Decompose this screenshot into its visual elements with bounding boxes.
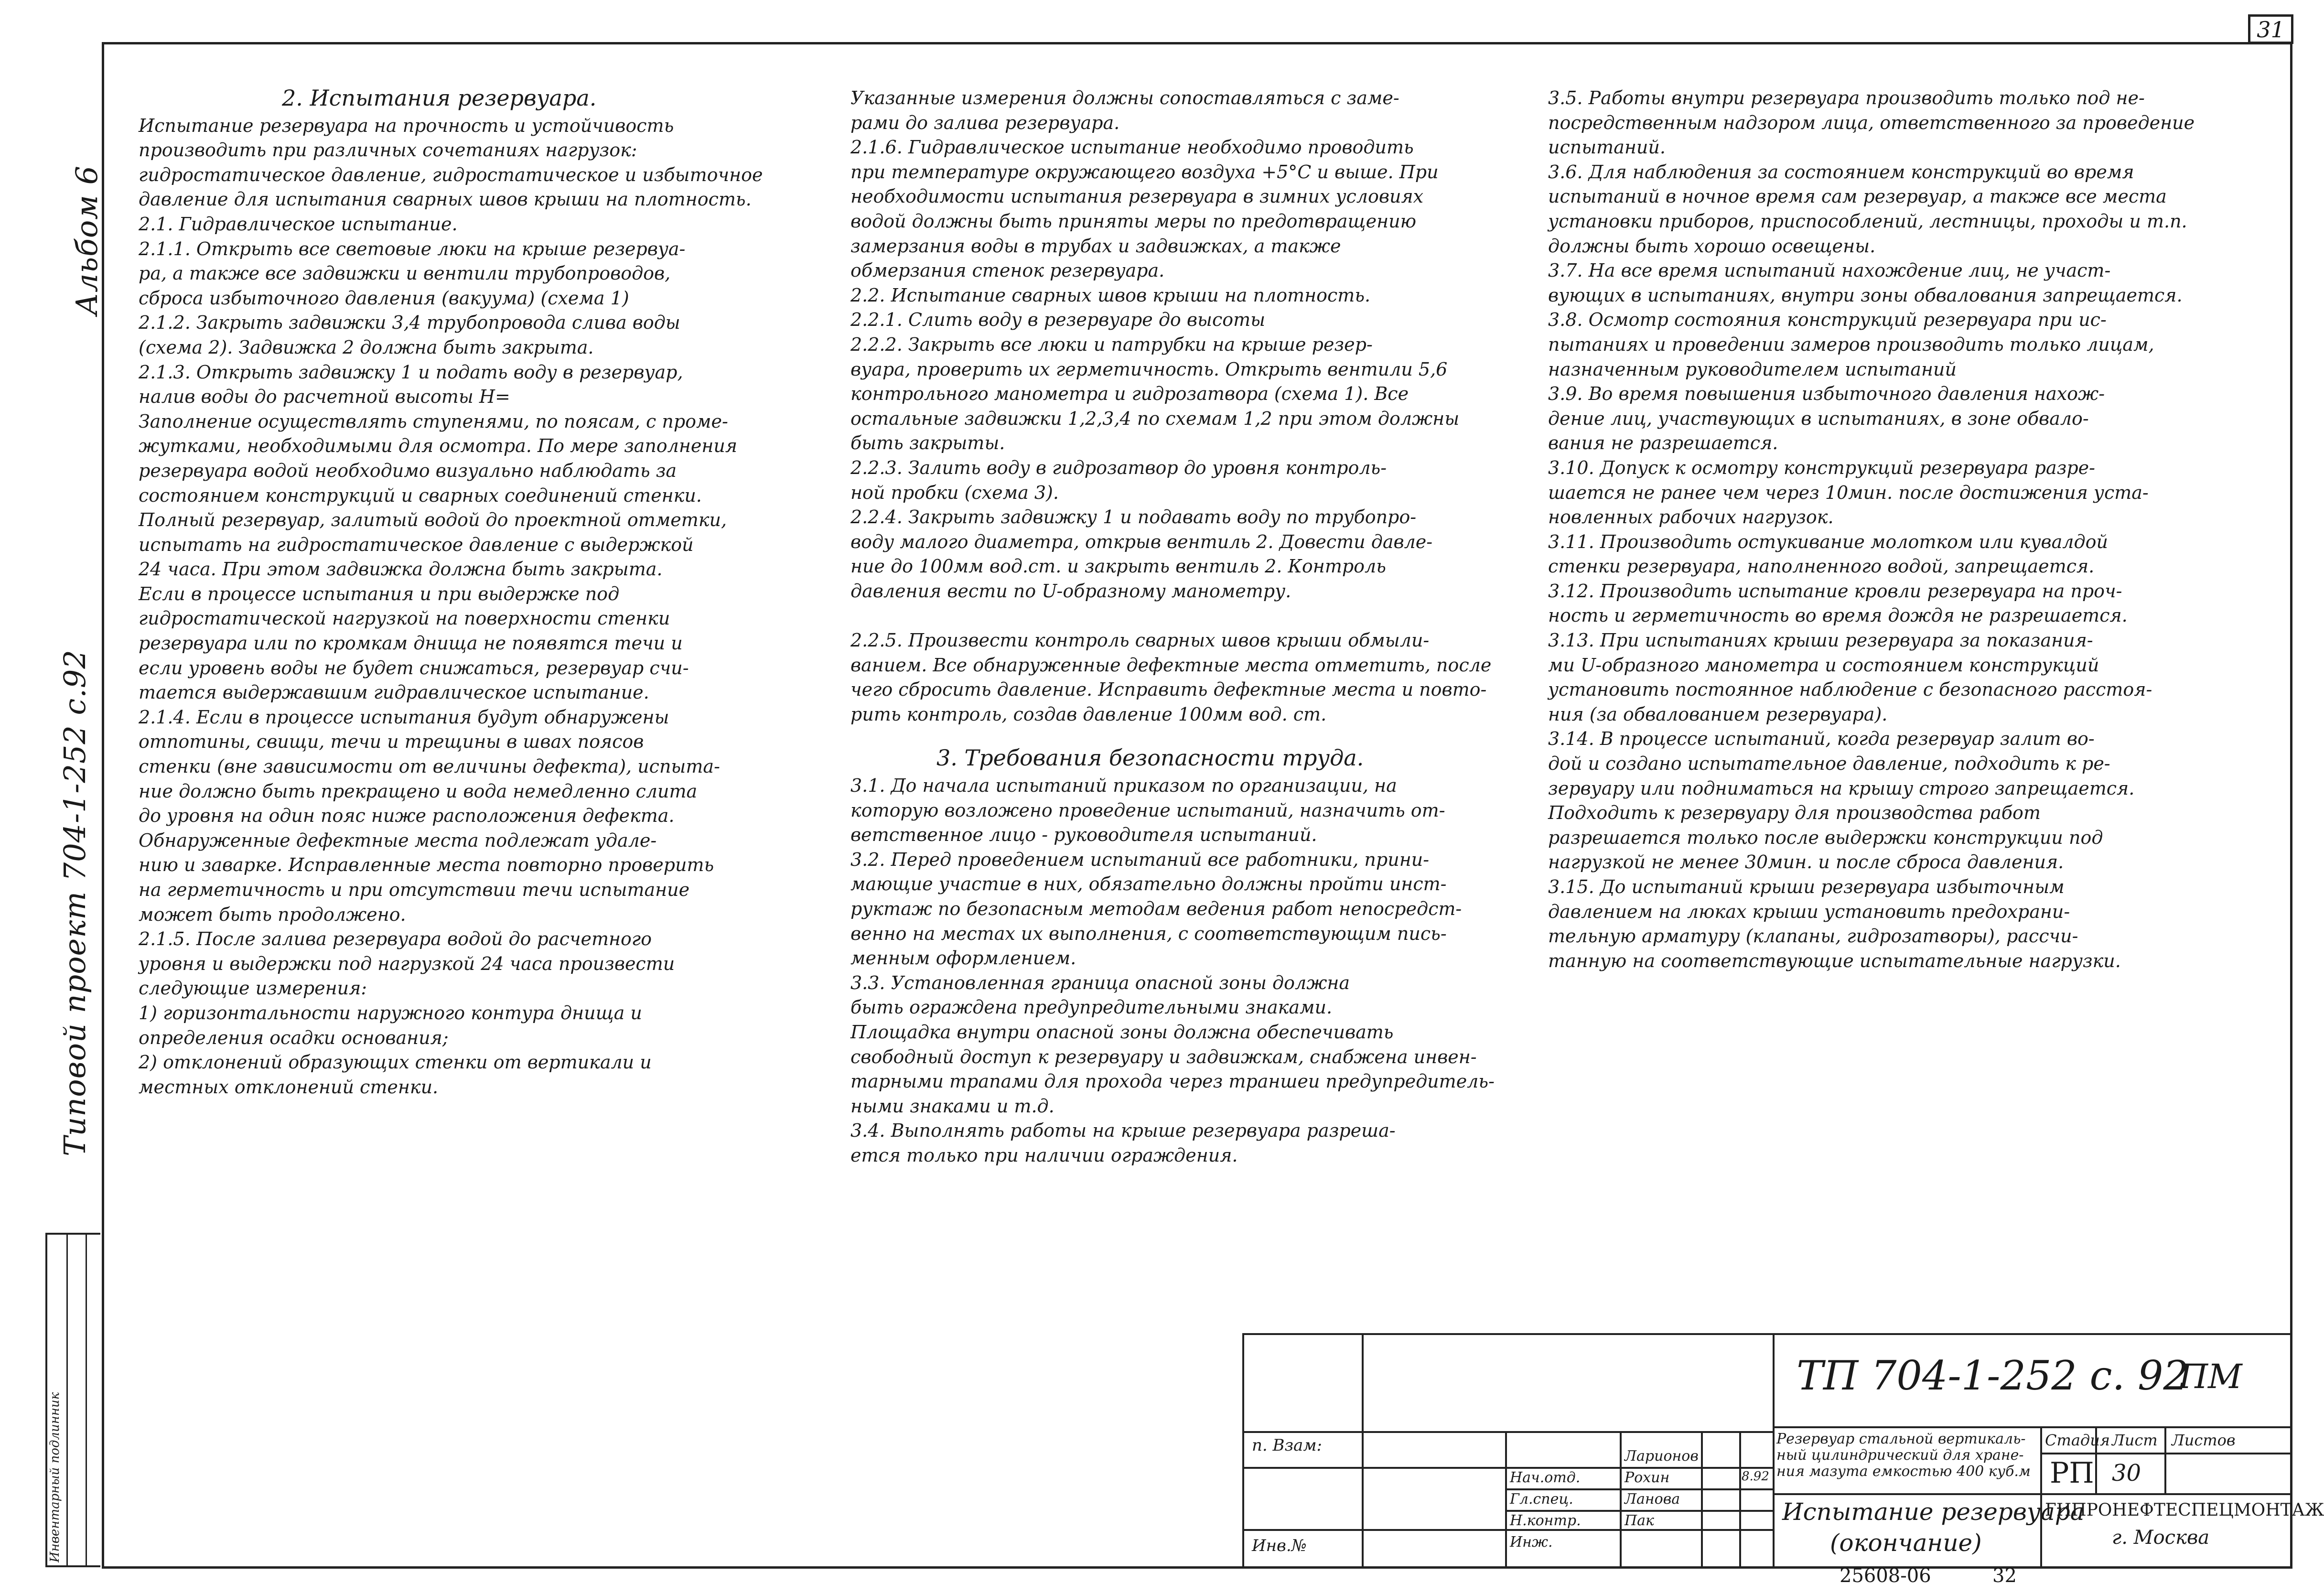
text-line: состоянием конструкций и сварных соединений стенки. (139, 485, 702, 506)
organization-name: ГИПРОНЕФТЕСПЕЦМОНТАЖ (2045, 1500, 2324, 1520)
text-line: определения осадки основания; (139, 1027, 449, 1048)
text-line: тельную арматуру (клапаны, гидрозатворы), рассчи- (1548, 926, 2078, 947)
text-line: свободный доступ к резервуару и задвижкам, снабжена инвен- (850, 1046, 1477, 1067)
text-line: быть ограждена предупредительными знаками. (850, 997, 1333, 1018)
text-line: давлением на люках крыши установить предохрани- (1548, 901, 2070, 922)
text-line: рить контроль, создав давление 100мм вод. ст. (850, 703, 1327, 725)
text-line: при температуре окружающего воздуха +5°С и выше. При (850, 161, 1439, 183)
replaces-label: п. Взам: (1252, 1436, 1322, 1455)
text-line: 2.2. Испытание сварных швов крыши на плотность. (850, 284, 1371, 306)
text-line: 2.2.2. Закрыть все люки и патрубки на крыше резер- (850, 334, 1373, 355)
text-line: 3.7. На все время испытаний нахождение лиц, не участ- (1548, 260, 2111, 281)
text-line: ра, а также все задвижки и вентили трубопроводов, (139, 263, 671, 284)
role-1: Нач.отд. (1510, 1469, 1581, 1486)
text-line: следующие измерения: (139, 978, 367, 999)
text-line: сброса избыточного давления (вакуума) (схема 1) (139, 287, 629, 309)
text-line: гидростатическое давление, гидростатическое и избыточное (139, 164, 763, 185)
text-line: шается не ранее чем через 10мин. после достижения уста- (1548, 482, 2149, 503)
text-line: Площадка внутри опасной зоны должна обеспечивать (850, 1021, 1394, 1043)
text-line: установить постоянное наблюдение с безопасного расстоя- (1548, 679, 2152, 700)
text-line: уровня и выдержки под нагрузкой 24 часа произвести (139, 953, 675, 974)
text-line: налив воды до расчетной высоты Н= (139, 386, 510, 408)
text-line: замерзания воды в трубах и задвижках, а также (850, 235, 1341, 257)
section-3-heading: 3. Требования безопасности труда. (936, 745, 1364, 771)
text-line: 2.1.2. Закрыть задвижки 3,4 трубопровода слива воды (139, 312, 680, 334)
text-line: 2.1.4. Если в процессе испытания будут обнаружены (139, 706, 669, 728)
text-line: воду малого диаметра, открыв вентиль 2. Довести давле- (850, 531, 1433, 552)
text-line: нию и заварке. Исправленные места повторно проверить (139, 854, 714, 876)
text-line: ния (за обвалованием резервуара). (1548, 703, 1888, 725)
text-line: 3.14. В процессе испытаний, когда резервуар залит во- (1548, 728, 2095, 750)
text-line: контрольного манометра и гидрозатвора (схема 1). Все (850, 383, 1409, 405)
text-line: ние должно быть прекращено и вода немедленно слита (139, 780, 698, 802)
text-line: танную на соответствующие испытательные нагрузки. (1548, 950, 2121, 971)
corner-sheet-number: 31 (2257, 17, 2285, 43)
section-2-heading: 2. Испытания резервуара. (282, 85, 597, 111)
text-line: Обнаруженные дефектные места подлежат удале- (139, 829, 657, 851)
text-line: водой должны быть приняты меры по предотвращению (850, 210, 1417, 232)
text-line: 3.4. Выполнять работы на крыше резервуара разреша- (850, 1120, 1396, 1142)
column-3 (1548, 86, 2255, 973)
text-line: давления вести по U-образному манометру. (850, 580, 1291, 602)
text-line: 2.1. Гидравлическое испытание. (139, 213, 458, 235)
column-2 (850, 86, 1510, 1168)
text-line: 2.1.6. Гидравлическое испытание необходимо проводить (850, 137, 1414, 158)
text-line: вуара, проверить их герметичность. Открыть вентили 5,6 (850, 358, 1448, 380)
text-line: местных отклонений стенки. (139, 1076, 439, 1098)
text-line: дение лиц, участвующих в испытаниях, в зоне обвало- (1548, 408, 2089, 429)
sheets-label: Листов (2172, 1431, 2236, 1449)
role-4: Инж. (1510, 1534, 1553, 1551)
text-line: 2.2.1. Слить воду в резервуаре до высоты (850, 309, 1266, 331)
text-line: рами до залива резервуара. (850, 112, 1120, 133)
text-line: обмерзания стенок резервуара. (850, 260, 1165, 281)
text-line: 3.1. До начала испытаний приказом по организации, на (850, 775, 1397, 797)
stamp-label: Инвентарный подлинник (48, 1392, 62, 1562)
name-4: Пак (1625, 1512, 1654, 1529)
text-line: 3.15. До испытаний крыши резервуара избыточным (1548, 876, 2065, 897)
text-line: Заполнение осуществлять ступенями, по поясам, с проме- (139, 410, 728, 432)
text-line: отпотины, свищи, течи и трещины в швах поясов (139, 731, 644, 753)
text-line: менным оформлением. (850, 948, 1076, 969)
role-2: Гл.спец. (1510, 1491, 1573, 1508)
text-line: 3.8. Осмотр состояния конструкций резервуара при ис- (1548, 309, 2107, 331)
text-line: мающие участие в них, обязательно должны пройти инст- (850, 873, 1447, 895)
album-label: Альбом 6 (69, 165, 104, 315)
text-line: пытаниях и проведении замеров производить только лицам, (1548, 334, 2154, 355)
text-line: ние до 100мм вод.ст. и закрыть вентиль 2. Контроль (850, 556, 1386, 577)
text-line: 2.1.1. Открыть все световые люки на крыше резервуа- (139, 238, 686, 259)
text-line: 2.2.5. Произвести контроль сварных швов крыши обмыли- (850, 630, 1430, 651)
text-line: Указанные измерения должны сопоставляться с заме- (850, 87, 1399, 108)
text-line: которую возложено проведение испытаний, назначить от- (850, 799, 1445, 821)
footer-page: 32 (1992, 1565, 2017, 1587)
text-line: ванием. Все обнаруженные дефектные места отметить, после (850, 654, 1492, 676)
text-line: зервуару или подниматься на крышу строго запрещается. (1548, 777, 2135, 799)
text-line: руктаж по безопасным методам ведения работ непосредст- (850, 898, 1462, 919)
text-line: остальные задвижки 1,2,3,4 по схемам 1,2 при этом должны (850, 408, 1460, 429)
sheet-value: 30 (2112, 1460, 2141, 1486)
project-label: Типовой проект 704-1-252 с.92 (57, 649, 92, 1156)
sign-date: 8.92 (1742, 1469, 1769, 1484)
text-line: Подходить к резервуару для производства работ (1548, 802, 2041, 824)
object-description: Резервуар стальной вертикаль-ный цилиндрический для хране-ния мазута емкостью 400 куб.м (1776, 1431, 2031, 1480)
text-line: должны быть хорошо освещены. (1548, 235, 1876, 257)
text-line: (схема 2). Задвижка 2 должна быть закрыта. (139, 336, 594, 358)
text-line: установки приборов, приспособлений, лестницы, проходы и т.п. (1548, 210, 2187, 232)
name-2: Рохин (1625, 1469, 1670, 1486)
stage-value: РП (2050, 1456, 2094, 1490)
text-line: ется только при наличии ограждения. (850, 1144, 1238, 1166)
column-1 (139, 86, 817, 1099)
text-line: 3.6. Для наблюдения за состоянием конструкций во время (1548, 161, 2134, 183)
name-3: Ланова (1625, 1491, 1680, 1508)
text-line: жутками, необходимыми для осмотра. По мере заполнения (139, 435, 738, 457)
text-line: тается выдержавшим гидравлическое испытание. (139, 682, 649, 703)
inventory-label: Инв.№ (1252, 1536, 1307, 1555)
text-line: может быть продолжено. (139, 904, 406, 925)
text-line: венно на местах их выполнения, с соответствующим пись- (850, 923, 1447, 944)
text-line: нагрузкой не менее 30мин. и после сброса давления. (1548, 851, 2064, 873)
text-line: испытаний в ночное время сам резервуар, а также все места (1548, 186, 2167, 207)
sheet-title-2: (окончание) (1830, 1529, 1982, 1557)
text-line: назначенным руководителем испытаний (1548, 358, 1957, 380)
text-line: 3.5. Работы внутри резервуара производить только под не- (1548, 87, 2145, 108)
text-line: испытаний. (1548, 137, 1666, 158)
text-line: 2) отклонений образующих стенки от вертикали и (139, 1052, 652, 1073)
text-line: до уровня на один пояс ниже расположения дефекта. (139, 805, 675, 827)
text-line: Испытание резервуара на прочность и устойчивость (139, 115, 674, 136)
text-line: 3.9. Во время повышения избыточного давления нахож- (1548, 383, 2105, 405)
document-code: ТП 704-1-252 с. 92 (1797, 1352, 2189, 1399)
text-line: Если в процессе испытания и при выдержке под (139, 583, 620, 604)
text-line: резервуара водой необходимо визуально наблюдать за (139, 460, 677, 481)
text-line: на герметичность и при отсутствии течи испытание (139, 879, 690, 900)
text-line: 2.1.3. Открыть задвижку 1 и подать воду в резервуар, (139, 361, 683, 383)
text-line: испытать на гидростатическое давление с выдержкой (139, 534, 694, 555)
text-line: ность и герметичность во время дождя не разрешается. (1548, 605, 2128, 626)
text-line: 3.13. При испытаниях крыши резервуара за показания- (1548, 630, 2093, 651)
footer-code: 25608-06 (1840, 1565, 1931, 1587)
text-line: быть закрыты. (850, 432, 1005, 454)
text-line: новленных рабочих нагрузок. (1548, 506, 1834, 528)
text-line: производить при различных сочетаниях нагрузок: (139, 140, 637, 161)
text-line: 3.11. Производить остукивание молотком или кувалдой (1548, 531, 2108, 552)
text-line: чего сбросить давление. Исправить дефектные места и повто- (850, 679, 1487, 700)
text-line: гидростатической нагрузкой на поверхности стенки (139, 608, 670, 629)
sheet-label: Лист (2112, 1431, 2158, 1449)
text-line: ной пробки (схема 3). (850, 482, 1059, 503)
text-line: 3.12. Производить испытание кровли резервуара на проч- (1548, 580, 2122, 602)
name-1: Ларионов (1625, 1448, 1699, 1465)
text-line: вания не разрешается. (1548, 432, 1778, 454)
stage-label: Стадия (2045, 1431, 2110, 1449)
text-line (850, 603, 1510, 628)
role-3: Н.контр. (1510, 1512, 1581, 1529)
text-line: 2.1.5. После залива резервуара водой до расчетного (139, 928, 652, 950)
text-line: ветственное лицо - руководителя испытаний. (850, 824, 1317, 846)
document-mark: ПМ (2179, 1357, 2242, 1396)
text-line: вующих в испытаниях, внутри зоны обвалования запрещается. (1548, 284, 2183, 306)
text-line: тарными трапами для прохода через траншеи предупредитель- (850, 1071, 1495, 1092)
text-line: давление для испытания сварных швов крыши на плотность. (139, 189, 752, 210)
text-line: 2.2.3. Залить воду в гидрозатвор до уровня контроль- (850, 457, 1387, 478)
text-line: необходимости испытания резервуара в зимних условиях (850, 186, 1424, 207)
text-line: 1) горизонтальности наружного контура днища и (139, 1002, 642, 1023)
sheet-title-1: Испытание резервуара (1782, 1498, 2085, 1526)
text-line: 24 часа. При этом задвижка должна быть закрыта. (139, 559, 663, 580)
text-line: стенки резервуара, наполненного водой, запрещается. (1548, 556, 2095, 577)
text-line: дой и создано испытательное давление, подходить к ре- (1548, 753, 2110, 775)
text-line: 3.2. Перед проведением испытаний все работники, прини- (850, 849, 1430, 870)
text-line: разрешается только после выдержки конструкции под (1548, 827, 2103, 848)
text-line: ными знаками и т.д. (850, 1095, 1054, 1117)
text-line: 3.10. Допуск к осмотру конструкций резервуара разре- (1548, 457, 2096, 478)
organization-city: г. Москва (2112, 1527, 2210, 1549)
text-line: посредственным надзором лица, ответственного за проведение (1548, 112, 2195, 133)
text-line: ми U-образного манометра и состоянием конструкций (1548, 654, 2099, 676)
text-line: резервуара или по кромкам днища не появятся течи и (139, 633, 683, 654)
text-line: стенки (вне зависимости от величины дефекта), испыта- (139, 756, 720, 777)
text-line: если уровень воды не будет снижаться, резервуар счи- (139, 657, 689, 679)
text-line: 3.3. Установленная граница опасной зоны должна (850, 972, 1350, 993)
text-line: Полный резервуар, залитый водой до проектной отметки, (139, 509, 727, 531)
text-line: 2.2.4. Закрыть задвижку 1 и подавать воду по трубопро- (850, 506, 1417, 528)
